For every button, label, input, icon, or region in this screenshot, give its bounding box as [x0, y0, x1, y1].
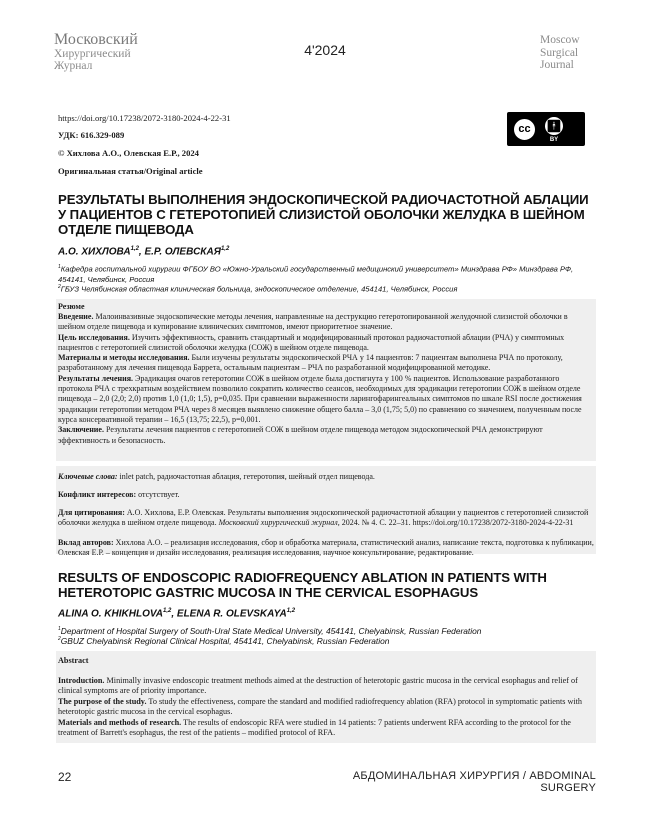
logo-ru-line-3: Журнал: [54, 60, 93, 72]
intro-en-label: Introduction.: [58, 676, 105, 685]
conflict-of-interest: [58, 490, 594, 500]
doi-link[interactable]: https://doi.org/10.17238/2072-3180-2024-4-22-31: [58, 113, 231, 123]
aim-ru-label: Цель исследования.: [58, 332, 130, 342]
abstract-en-body: [58, 676, 594, 738]
citation-text: А.О. Хихлова, Е.Р. Олевская. Результаты выполнения эндоскопической радиочастотной аблации у пациентов с гетеротопией слизистой оболочки желудка в шейном отделе пищевода.: [58, 508, 589, 528]
copyright-text: © Хихлова А.О., Олевская Е.Р., 2024: [58, 148, 199, 158]
abstract-ru-conclusion: [58, 425, 594, 446]
logo-en-line-1: Moscow: [540, 34, 580, 46]
article-type: [58, 166, 203, 176]
cc-text: cc: [518, 123, 531, 135]
abstract-ru-results: [58, 374, 594, 425]
aff-1-ru-sup: 1: [58, 264, 61, 270]
abstract-en-intro: [58, 676, 594, 697]
intro-ru-text: Малоинвазивные эндоскопические методы лечения, направленные на деструкцию гетеротопированной желудочной слизистой оболочки в шейном отделе пищевода и купирование клинических симптомов, имеют приоритетное значение.: [58, 312, 568, 332]
affiliation-2-ru: [58, 282, 598, 295]
logo-ru-line-2: Хирургический: [54, 47, 131, 60]
aim-ru-text: Изучить эффективность, сравнить стандартный и модифицированный протокол радиочастотной аблации (РЧА) у симптомных пациентов с гетеротопией слизистой оболочки желудка (СОЖ) в шейном отделе пищевода.: [58, 332, 565, 352]
methods-en-text: The results of endoscopic RFA were studied in 14 patients: 7 patients underwent RFA according to the protocol for the treatment of Barrett's esophagus, the rest of the patients – modified protocol of RFA.: [58, 717, 571, 738]
citation-journal: Московский хирургический журнал,: [218, 518, 340, 528]
page-number: 22: [58, 770, 72, 784]
article-title-ru: РЕЗУЛЬТАТЫ ВЫПОЛНЕНИЯ ЭНДОСКОПИЧЕСКОЙ РАДИОЧАСТОТНОЙ АБЛАЦИИ У ПАЦИЕНТОВ С ГЕТЕРОТОПИЕЙ СЛИЗИСТОЙ ОБОЛОЧКИ ЖЕЛУДКА В ШЕЙНОМ ОТДЕЛЕ ПИЩЕВОДА: [58, 192, 589, 237]
results-ru-label: Результаты лечения.: [58, 373, 134, 383]
abstract-ru-methods: [58, 353, 594, 374]
author-1-ru: А.О. ХИХЛОВА: [58, 246, 131, 258]
abstract-en-heading: [58, 656, 594, 666]
contrib-text: Хихлова А.О. – реализация исследования, сбор и обработка материала, статистический анализ, написание текста, подготовка к публикации, Олевская Е.Р. – концепция и дизайн исследования, реализация исследования, научное консультирование, редактирование.: [58, 538, 594, 558]
logo-en-line-2: Surgical: [540, 46, 579, 59]
aff-1-ru-text: Кафедра госпитальной хирургии ФГБОУ ВО «Южно-Уральский государственный медицинский университет» Минздрава РФ» Минздрава РФ, 454141, Челябинск, Россия: [58, 264, 574, 284]
contrib-label: Вклад авторов:: [58, 538, 114, 547]
aff-1-en-sup: 1: [58, 626, 61, 632]
methods-ru-label: Материалы и методы исследования.: [58, 353, 190, 363]
logo-en-line-3: Journal: [540, 59, 574, 71]
aim-en-text: To study the effectiveness, compare the standard and modified radiofrequency ablation (RFA) protocol in symptomatic patients with heterotopic gastric mucosa in the cervical esophagus.: [58, 696, 583, 717]
aff-2-ru-text: ГБУЗ Челябинская областная клиническая больница, эндоскопическое отделение, 454141, Челябинск, Россия: [60, 284, 458, 294]
conclusion-ru-text: Результаты лечения пациентов с гетеротопией СОЖ в шейном отделе пищевода методом эндоскопической РЧА демонстрируют эффективность и безопасность.: [58, 425, 543, 445]
cc-by-license-badge[interactable]: [507, 112, 585, 146]
conflict-text: отсутствует.: [138, 490, 180, 499]
author-2-en-sup: 1,2: [286, 608, 296, 614]
author-1-ru-sup: 1,2: [130, 246, 139, 252]
aff-2-en-text: GBUZ Chelyabinsk Regional Clinical Hospital, 454141, Chelyabinsk, Russian Federation: [60, 635, 390, 646]
aff-2-ru-sup: 2: [58, 284, 61, 290]
abstract-en-methods: [58, 718, 594, 739]
citation-label: Для цитирования:: [58, 508, 125, 517]
keywords-ru: [58, 472, 594, 482]
methods-en-label: Materials and methods of research.: [58, 717, 182, 727]
citation: [58, 508, 594, 529]
keywords-ru-text: inlet patch, радиочастотная аблация, гетеротопия, шейный отдел пищевода.: [119, 472, 375, 481]
keywords-ru-label: Ключевые слова:: [58, 472, 118, 481]
author-2-en: ELENA R. OLEVSKAYA: [176, 608, 287, 620]
article-title-en: RESULTS OF ENDOSCOPIC RADIOFREQUENCY ABLATION IN PATIENTS WITH HETEROTOPIC GASTRIC MUCOSA IN THE CERVICAL ESOPHAGUS: [58, 570, 547, 600]
cc-icon: [512, 117, 537, 142]
abstract-ru-intro: [58, 312, 594, 333]
author-contributions: [58, 538, 594, 559]
intro-ru-label: Введение.: [58, 312, 94, 321]
citation-tail: 2024. № 4. С. 22–31. https://doi.org/10.17238/2072-3180-2024-4-22-31: [341, 518, 574, 528]
attribution-person-icon: 🚹︎: [543, 115, 565, 137]
methods-ru-text: Были изучены результаты эндоскопической РЧА у 14 пациентов: 7 пациентам выполнена РЧА по протоколу, разработанному для лечения пищевода Баррета, остальным пациентам – РЧА по разработанной модифицированной методике.: [58, 353, 563, 373]
authors-ru: А.О. ХИХЛОВА$^{1,2}$, Е.Р. ОЛЕВСКАЯ$^{1,2}$: [58, 246, 230, 258]
by-block: [543, 115, 565, 144]
article-type-text: Оригинальная статья/Original article: [58, 166, 203, 176]
aff-1-en-text: Department of Hospital Surgery of South-Ural State Medical University, 454141, Chelyabinsk, Russian Federation: [60, 625, 482, 636]
author-2-ru-sup: 1,2: [220, 246, 230, 252]
abstract-en-aim: [58, 697, 594, 718]
abstract-ru-aim: [58, 333, 594, 354]
journal-section: АБДОМИНАЛЬНАЯ ХИРУРГИЯ / ABDOMINAL SURGERY: [352, 770, 596, 794]
conclusion-ru-label: Заключение.: [58, 425, 104, 435]
aff-2-en-sup: 2: [58, 636, 61, 642]
copyright: [58, 148, 199, 158]
by-text: BY: [549, 136, 559, 143]
issue-number: 4'2024: [304, 42, 346, 58]
abstract-ru-heading-text: Резюме: [58, 302, 85, 311]
author-1-en-sup: 1,2: [163, 608, 172, 614]
udk-text: УДК: 616.329-089: [58, 130, 125, 140]
journal-logo-en: [540, 34, 580, 72]
intro-en-text: Minimally invasive endoscopic treatment methods aimed at the destruction of heterotopic gastric mucosa in the cervical esophagus and relief of clinical symptoms are of priority importance.: [58, 676, 578, 696]
authors-en: ALINA O. KHIKHLOVA$^{1,2}$, ELENA R. OLEVSKAYA$^{1,2}$: [58, 608, 296, 620]
author-2-ru: Е.Р. ОЛЕВСКАЯ: [144, 246, 221, 258]
conflict-label: Конфликт интересов:: [58, 490, 137, 499]
logo-ru-line-1: Московский: [54, 31, 138, 48]
aim-en-label: The purpose of the study.: [58, 696, 147, 706]
affiliation-2-en: [58, 634, 598, 646]
abstract-en-heading-text: Abstract: [58, 656, 89, 665]
abstract-ru-body: [58, 312, 594, 446]
author-1-en: ALINA O. KHIKHLOVA: [58, 608, 163, 620]
results-ru-text: Эрадикация очагов гетеротопии СОЖ в шейном отделе была достигнута у 100 % пациентов. Использование разработанного протокола РЧА с трехкратным воздействием позволило сократить количество сеансов, необходимых для эрадикации гетеротопии СОЖ в шейном отделе пищевода – 2,0 (2,0; 2,0) против 1,0 (1,0; 1,5), p=0,035. При сравнении выраженности ларингофарингеальных симптомов по шкале RSI после достижения эрадикации гетеротопии методом РЧА через 8 месяцев выявлено снижение общего балла – 3,0 (1,75; 5,0) по сравнению со значением, полученным после курса консервативной терапии – 16,5 (13,75; 22,5), p=0,001.: [58, 373, 582, 424]
udk: [58, 130, 124, 140]
abstract-ru-heading: [58, 302, 594, 312]
